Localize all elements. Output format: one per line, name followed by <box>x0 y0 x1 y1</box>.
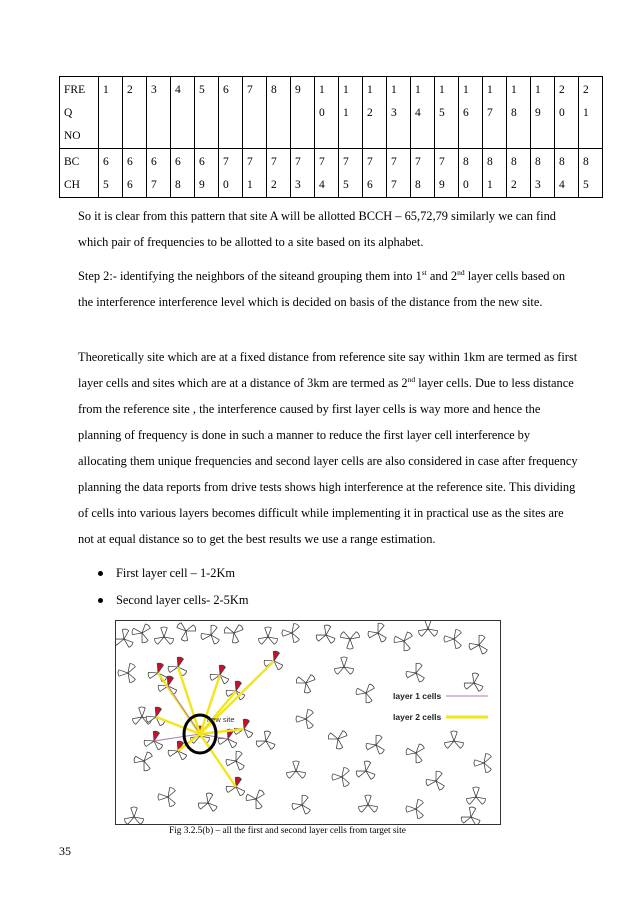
bcch-cell: 6 8 <box>171 149 195 198</box>
freq-cell: 1 9 <box>531 77 555 149</box>
bcch-cell: 6 9 <box>195 149 219 198</box>
cell-site-icon <box>325 725 352 752</box>
cell-site-icon <box>353 679 380 706</box>
bcch-cell: 7 5 <box>339 149 363 198</box>
cell-site-icon <box>315 623 338 644</box>
bcch-cell: 8 0 <box>459 149 483 198</box>
neighbour-site-icon <box>166 655 190 677</box>
cell-site-icon <box>175 621 199 643</box>
freq-cell: 1 7 <box>483 77 507 149</box>
bcch-cell: 8 2 <box>507 149 531 198</box>
freq-cell: 1 <box>99 77 123 149</box>
cell-site-icon <box>155 783 182 809</box>
legend-layer2-label: layer 2 cells <box>393 712 442 722</box>
neighbour-site-icon <box>232 717 256 739</box>
freq-cell: 2 0 <box>555 77 579 149</box>
bcch-cell: 7 9 <box>435 149 459 198</box>
cell-site-icon <box>355 759 378 780</box>
list-item: First layer cell – 1-2Km <box>78 560 248 587</box>
paragraph-step2: Step 2:- identifying the neighbors of the siteand grouping them into 1st and 2nd layer cells based on the interference interference level which is decided on basis of the distance from the new site. <box>78 267 566 309</box>
bcch-cell: 7 3 <box>291 149 315 198</box>
cell-site-icon <box>329 763 356 789</box>
figure-legend <box>393 691 488 722</box>
cell-site-icon <box>293 669 320 696</box>
cell-site-icon <box>364 732 389 756</box>
bcch-cell: 7 4 <box>315 149 339 198</box>
layer-cells-map <box>116 621 500 824</box>
cell-site-icon <box>338 625 364 652</box>
list-item: Second layer cells- 2-5Km <box>78 587 248 614</box>
cell-site-icon <box>224 748 249 772</box>
cell-site-icon <box>441 625 468 651</box>
freq-cell: 1 4 <box>411 77 435 149</box>
bcch-cell: 8 1 <box>483 149 507 198</box>
table-header-freq-no: FRE Q NO <box>60 77 99 149</box>
cell-site-icon <box>403 795 430 821</box>
cell-site-icon <box>131 747 158 774</box>
figure-caption: Fig 3.2.5(b) – all the first and second layer cells from target site <box>169 826 406 836</box>
cell-site-icon <box>116 659 142 685</box>
layer-cells-figure <box>115 620 501 825</box>
bcch-cell: 8 4 <box>555 149 579 198</box>
cell-site-icon <box>154 627 175 645</box>
layer-range-list <box>78 560 248 614</box>
cell-site-icon <box>258 627 279 645</box>
freq-cell: 1 6 <box>459 77 483 149</box>
freq-cell: 2 <box>123 77 147 149</box>
freq-cell: 4 <box>171 77 195 149</box>
freq-cell: 1 1 <box>339 77 363 149</box>
bcch-cell: 7 8 <box>411 149 435 198</box>
bcch-cell: 6 7 <box>147 149 171 198</box>
cell-site-icon <box>279 621 306 645</box>
paragraph-layer-theory: Theoretically site which are at a fixed distance from reference site say within 1km are termed as first layer cells and sites which are at a distance of 3km are termed as 2nd layer cells. Due to less distance from the reference site , the interference caused by first layer cells is way more and hence the planning of frequency is done in such a manner to reduce the first layer cell interference by allocating them unique frequencies and second layer cells are also considered in case after frequency planning the data reports from drive tests shows high interference at the reference site. This dividing of cells into various layers becomes difficult while implementing it in practical use as the sites are not at equal distance so to get the best results we use a range estimation. <box>78 350 578 546</box>
freq-cell: 1 8 <box>507 77 531 149</box>
cell-site-icon <box>290 792 315 816</box>
bcch-cell: 8 5 <box>579 149 603 198</box>
cell-site-icon <box>366 621 391 644</box>
cell-site-icon <box>124 807 145 824</box>
layer2-link <box>178 667 200 734</box>
page-number: 35 <box>59 844 71 858</box>
cell-site-icon <box>221 621 248 646</box>
paragraph-bcch-allotment: So it is clear from this pattern that site A will be allotted BCCH – 65,72,79 similarly we can find which pair of frequencies to be allotted to a site based on its alphabet. <box>78 209 557 249</box>
cell-site-icon <box>243 785 270 812</box>
cell-site-icon <box>199 622 224 646</box>
freq-cell: 8 <box>267 77 291 149</box>
cell-site-icon <box>418 621 439 637</box>
freq-cell: 3 <box>147 77 171 149</box>
freq-cell: 1 5 <box>435 77 459 149</box>
freq-cell: 9 <box>291 77 315 149</box>
cell-site-icon <box>358 795 379 813</box>
cell-site-icon <box>463 671 486 692</box>
cell-site-icon <box>460 805 483 824</box>
cell-site-icon <box>197 791 220 812</box>
cell-site-icon <box>286 761 307 779</box>
cell-site-icon <box>404 660 429 684</box>
bcch-cell: 6 6 <box>123 149 147 198</box>
new-site-label: new site <box>207 715 235 724</box>
legend-layer1-label: layer 1 cells <box>393 691 442 701</box>
neighbour-site-icon <box>208 663 232 685</box>
cell-site-icon <box>444 731 465 749</box>
freq-cell: 6 <box>219 77 243 149</box>
freq-cell: 1 3 <box>387 77 411 149</box>
bcch-cell: 6 5 <box>99 149 123 198</box>
bcch-cell: 7 6 <box>363 149 387 198</box>
bullet-icon <box>98 598 103 603</box>
cell-site-icon <box>293 705 320 731</box>
bcch-cell: 8 3 <box>531 149 555 198</box>
freq-cell: 1 2 <box>363 77 387 149</box>
cell-site-icon <box>467 632 492 656</box>
cell-site-icon <box>466 787 487 805</box>
bcch-cell: 7 7 <box>387 149 411 198</box>
neighbour-site-icon <box>146 661 170 683</box>
cell-site-icon <box>471 749 498 775</box>
cell-site-icon <box>424 768 449 792</box>
freq-cell: 5 <box>195 77 219 149</box>
cell-site-icon <box>391 627 418 654</box>
cell-site-icon <box>129 621 156 646</box>
cell-site-icon <box>255 729 278 750</box>
cell-site-icon <box>334 657 355 675</box>
bcch-cell: 7 1 <box>243 149 267 198</box>
frequency-table <box>59 76 603 198</box>
table-row-freq-no <box>60 77 603 149</box>
bcch-cell: 7 0 <box>219 149 243 198</box>
cell-site-icon <box>403 739 430 766</box>
freq-cell: 1 0 <box>315 77 339 149</box>
freq-cell: 2 1 <box>579 77 603 149</box>
bullet-icon <box>98 571 103 576</box>
freq-cell: 7 <box>243 77 267 149</box>
table-header-bcch: BC CH <box>60 149 99 198</box>
table-row-bcch <box>60 149 603 198</box>
bcch-cell: 7 2 <box>267 149 291 198</box>
